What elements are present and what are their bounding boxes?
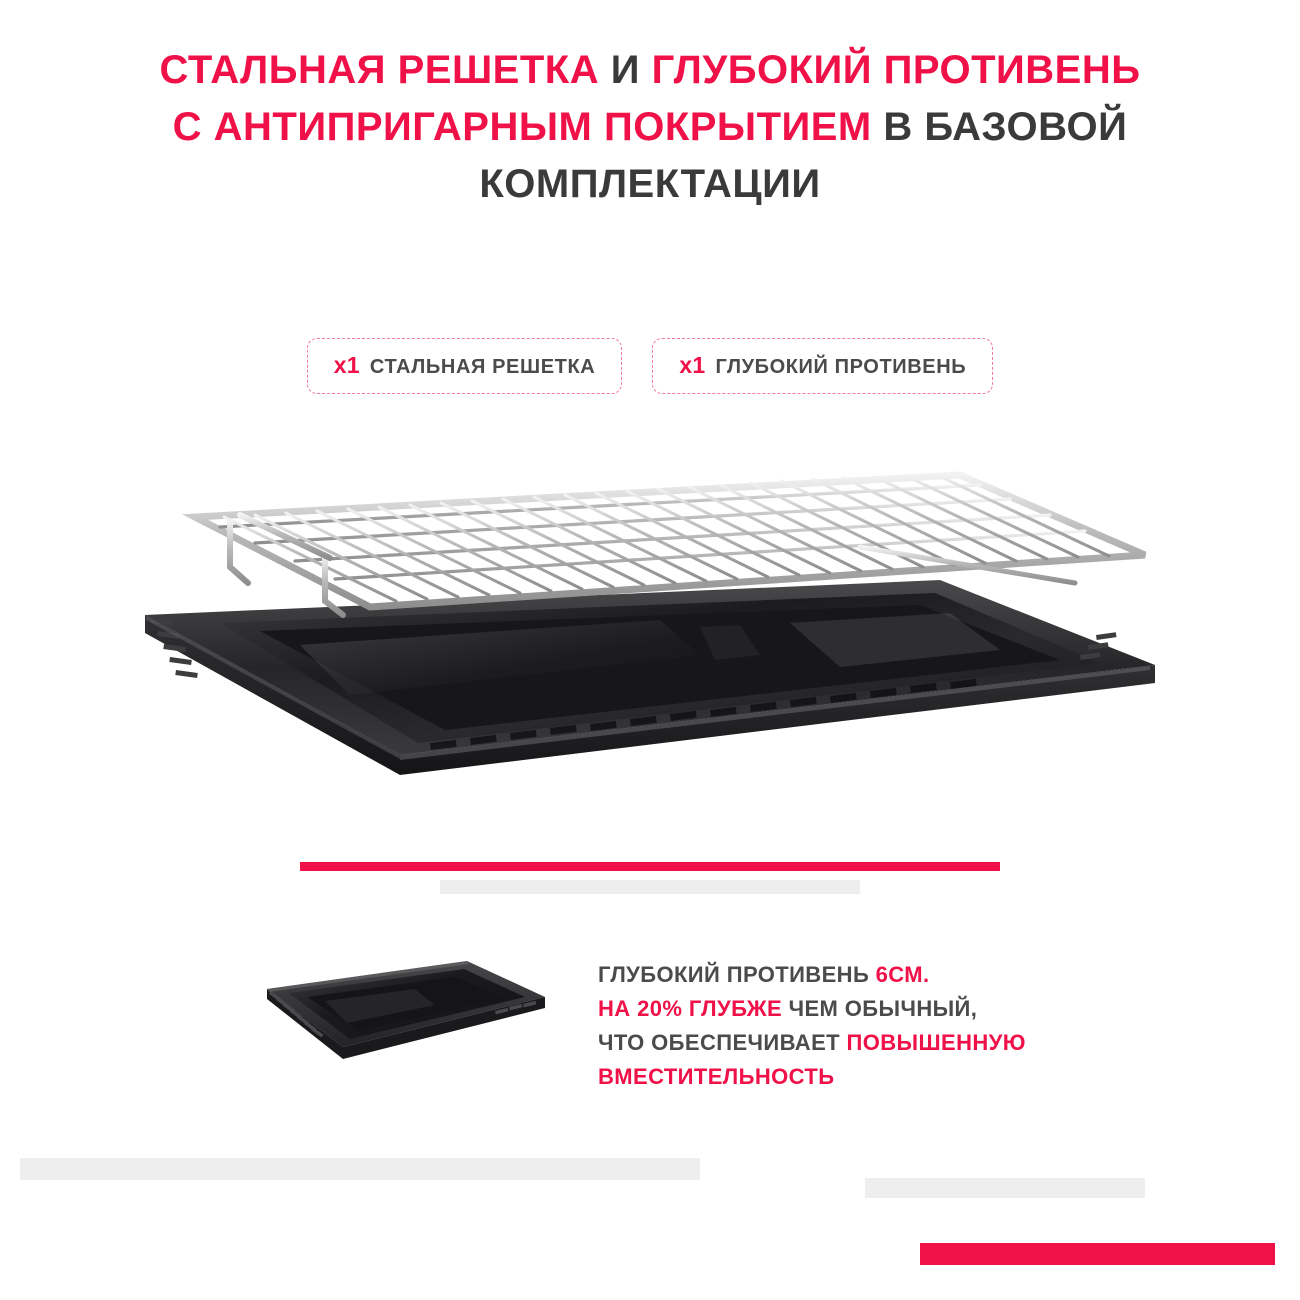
decor-block-red	[920, 1243, 1275, 1265]
tray-description	[598, 958, 1068, 1094]
badge-deep-tray	[652, 338, 993, 394]
deep-tray-image	[255, 955, 555, 1100]
divider-red	[300, 862, 1000, 871]
desc-part-5: ЧТО ОБЕСПЕЧИВАЕТ	[598, 1030, 847, 1056]
badge-steel-rack	[307, 338, 623, 394]
desc-deeper-claim: НА 20% ГЛУБЖЕ	[598, 996, 783, 1022]
desc-capacity-claim: ПОВЫШЕННУЮ ВМЕСТИТЕЛЬНОСТЬ	[598, 1030, 1026, 1090]
tray-body	[145, 580, 1155, 775]
badge-label: СТАЛЬНАЯ РЕШЕТКА	[369, 356, 596, 378]
desc-part-1: ГЛУБОКИЙ ПРОТИВЕНЬ	[598, 962, 876, 987]
desc-depth-value: 6СМ.	[875, 962, 930, 987]
page-title	[150, 42, 1150, 212]
badge-list	[0, 338, 1300, 394]
headline-plain-2: В БАЗОВОЙ КОМПЛЕКТАЦИИ	[479, 104, 1128, 206]
decor-block-grey-left	[20, 1158, 700, 1180]
headline-plain-1: И	[599, 48, 652, 92]
headline-accent-2: ГЛУБОКИЙ ПРОТИВЕНЬ С АНТИПРИГАРНЫМ ПОКРЫТИЕМ	[172, 48, 1141, 149]
hero-product-image	[100, 455, 1200, 835]
desc-part-4: ЧЕМ ОБЫЧНЫЙ,	[782, 996, 978, 1022]
divider-grey	[440, 880, 860, 894]
badge-label: ГЛУБОКИЙ ПРОТИВЕНЬ	[715, 356, 967, 378]
decor-block-grey-right	[865, 1178, 1145, 1198]
badge-quantity: x1	[333, 352, 360, 378]
headline-accent-1: СТАЛЬНАЯ РЕШЕТКА	[159, 48, 600, 92]
badge-quantity: x1	[679, 352, 706, 378]
